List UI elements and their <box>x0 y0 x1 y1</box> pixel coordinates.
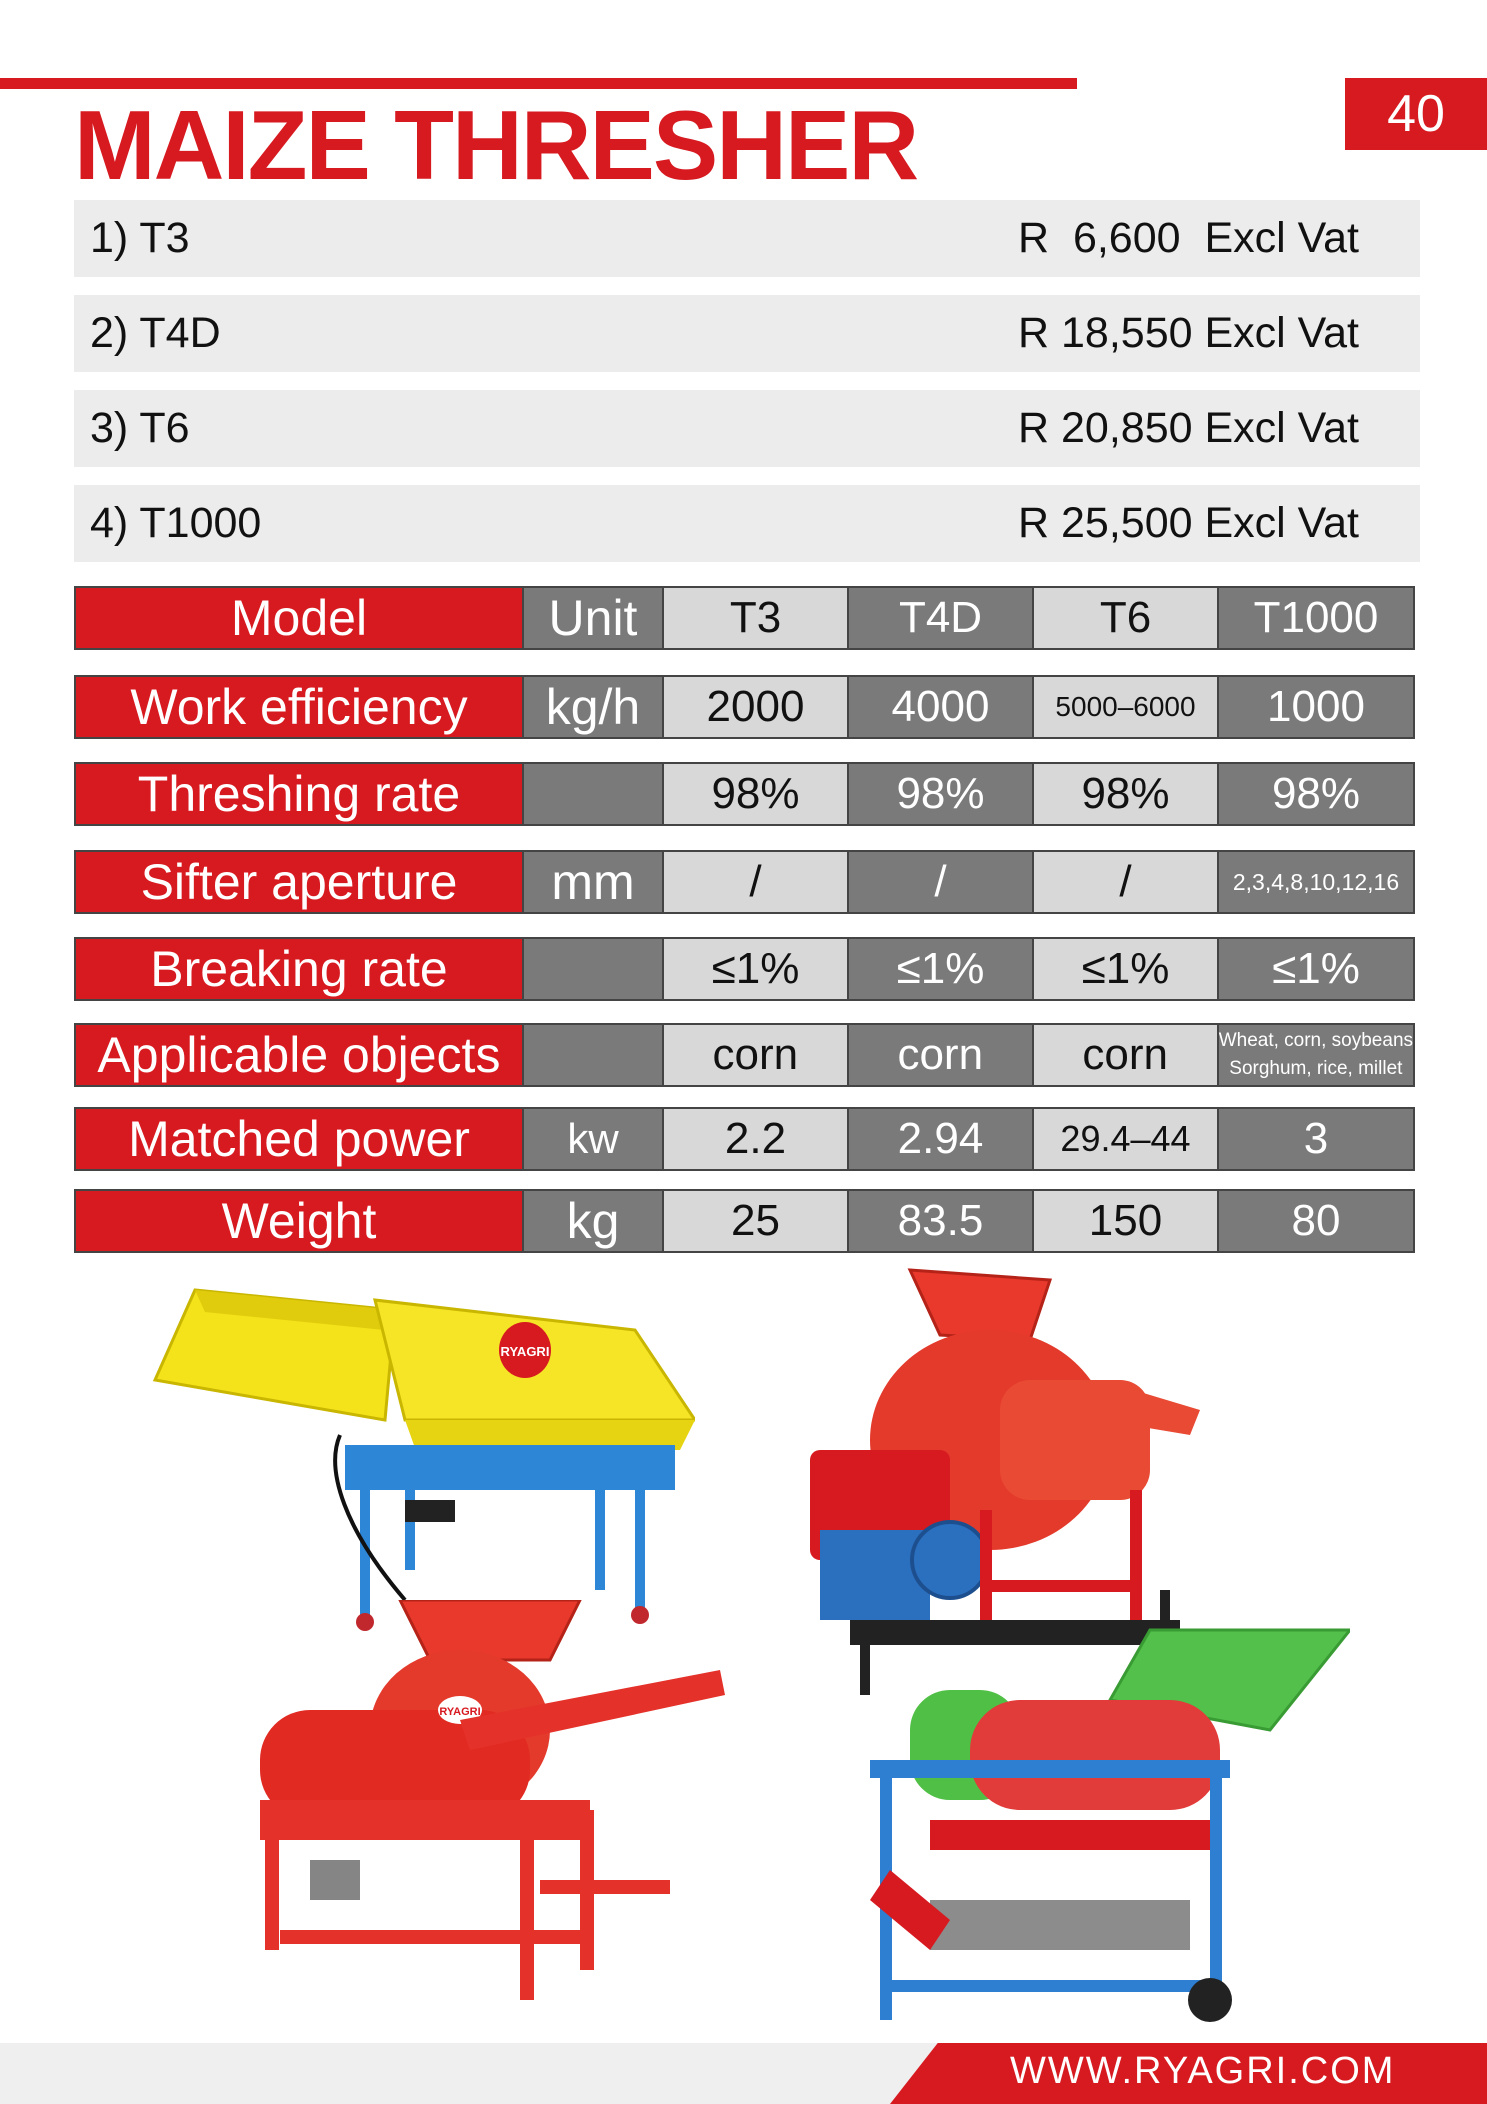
spec-value: / <box>849 852 1034 912</box>
spec-value: 98% <box>1034 764 1219 824</box>
spec-unit <box>524 764 664 824</box>
spec-row-matched-power <box>74 1107 1415 1171</box>
spec-label: Sifter aperture <box>76 852 524 912</box>
brand-logo-text: RYAGRI <box>500 1344 550 1359</box>
spec-unit: kw <box>524 1109 664 1169</box>
spec-value: ≤1% <box>664 939 849 999</box>
spec-header-model: T1000 <box>1219 588 1413 648</box>
spec-row-threshing-rate <box>74 762 1415 826</box>
spec-value: 2,3,4,8,10,12,16 <box>1219 852 1413 912</box>
price-amount: R 18,550 Excl Vat <box>1018 309 1359 357</box>
price-model-name: 1) T3 <box>90 214 190 262</box>
spec-unit <box>524 1025 664 1085</box>
page-number: 40 <box>1345 78 1487 150</box>
spec-value: ≤1% <box>1219 939 1413 999</box>
spec-value: 25 <box>664 1191 849 1251</box>
spec-label: Weight <box>76 1191 524 1251</box>
green-thresher-image <box>870 1620 1350 2040</box>
spec-value: ≤1% <box>849 939 1034 999</box>
spec-label: Matched power <box>76 1109 524 1169</box>
spec-value: corn <box>664 1025 849 1085</box>
spec-row-work-efficiency <box>74 675 1415 739</box>
spec-value-line: Sorghum, rice, millet <box>1229 1058 1403 1079</box>
spec-header-unit: Unit <box>524 588 664 648</box>
price-amount: R 6,600 Excl Vat <box>1018 214 1359 262</box>
spec-row-weight <box>74 1189 1415 1253</box>
top-red-rule <box>0 78 1077 89</box>
spec-value: 2.94 <box>849 1109 1034 1169</box>
spec-header-model: T6 <box>1034 588 1219 648</box>
spec-row-applicable-objects <box>74 1023 1415 1087</box>
red-thresher-image <box>260 1600 730 2020</box>
footer-website-url: WWW.RYAGRI.COM <box>1010 2050 1396 2092</box>
brand-logo-text: RYAGRI <box>439 1706 481 1718</box>
spec-label: Breaking rate <box>76 939 524 999</box>
spec-unit: mm <box>524 852 664 912</box>
price-model-name: 4) T1000 <box>90 499 262 547</box>
price-model-name: 3) T6 <box>90 404 190 452</box>
spec-value: 80 <box>1219 1191 1413 1251</box>
price-row-t6 <box>74 390 1420 467</box>
price-amount: R 20,850 Excl Vat <box>1018 404 1359 452</box>
spec-label: Work efficiency <box>76 677 524 737</box>
spec-value: / <box>1034 852 1219 912</box>
spec-value: 3 <box>1219 1109 1413 1169</box>
spec-value: 98% <box>1219 764 1413 824</box>
spec-row-breaking-rate <box>74 937 1415 1001</box>
spec-value: / <box>664 852 849 912</box>
spec-value-multiline <box>1219 1025 1413 1085</box>
yellow-thresher-image <box>135 1270 695 1650</box>
spec-value: 4000 <box>849 677 1034 737</box>
price-row-t4d <box>74 295 1420 372</box>
spec-unit: kg <box>524 1191 664 1251</box>
spec-unit <box>524 939 664 999</box>
spec-header-model: T3 <box>664 588 849 648</box>
spec-value: 5000–6000 <box>1034 677 1219 737</box>
spec-value: 150 <box>1034 1191 1219 1251</box>
spec-label: Threshing rate <box>76 764 524 824</box>
price-model-name: 2) T4D <box>90 309 221 357</box>
price-row-t1000 <box>74 485 1420 562</box>
spec-unit: kg/h <box>524 677 664 737</box>
spec-value: 98% <box>664 764 849 824</box>
price-row-t3 <box>74 200 1420 277</box>
spec-value: 1000 <box>1219 677 1413 737</box>
page-title: MAIZE THRESHER <box>74 90 918 200</box>
product-photos <box>120 1270 1370 2030</box>
spec-value: 98% <box>849 764 1034 824</box>
spec-value: corn <box>849 1025 1034 1085</box>
spec-header-model: T4D <box>849 588 1034 648</box>
spec-value: 83.5 <box>849 1191 1034 1251</box>
spec-header-label: Model <box>76 588 524 648</box>
spec-header-row <box>74 586 1415 650</box>
spec-value: corn <box>1034 1025 1219 1085</box>
spec-value-line: Wheat, corn, soybeans <box>1218 1030 1414 1052</box>
spec-row-sifter-aperture <box>74 850 1415 914</box>
spec-label: Applicable objects <box>76 1025 524 1085</box>
spec-value: 2.2 <box>664 1109 849 1169</box>
price-amount: R 25,500 Excl Vat <box>1018 499 1359 547</box>
spec-value: 2000 <box>664 677 849 737</box>
spec-value: 29.4–44 <box>1034 1109 1219 1169</box>
spec-value: ≤1% <box>1034 939 1219 999</box>
